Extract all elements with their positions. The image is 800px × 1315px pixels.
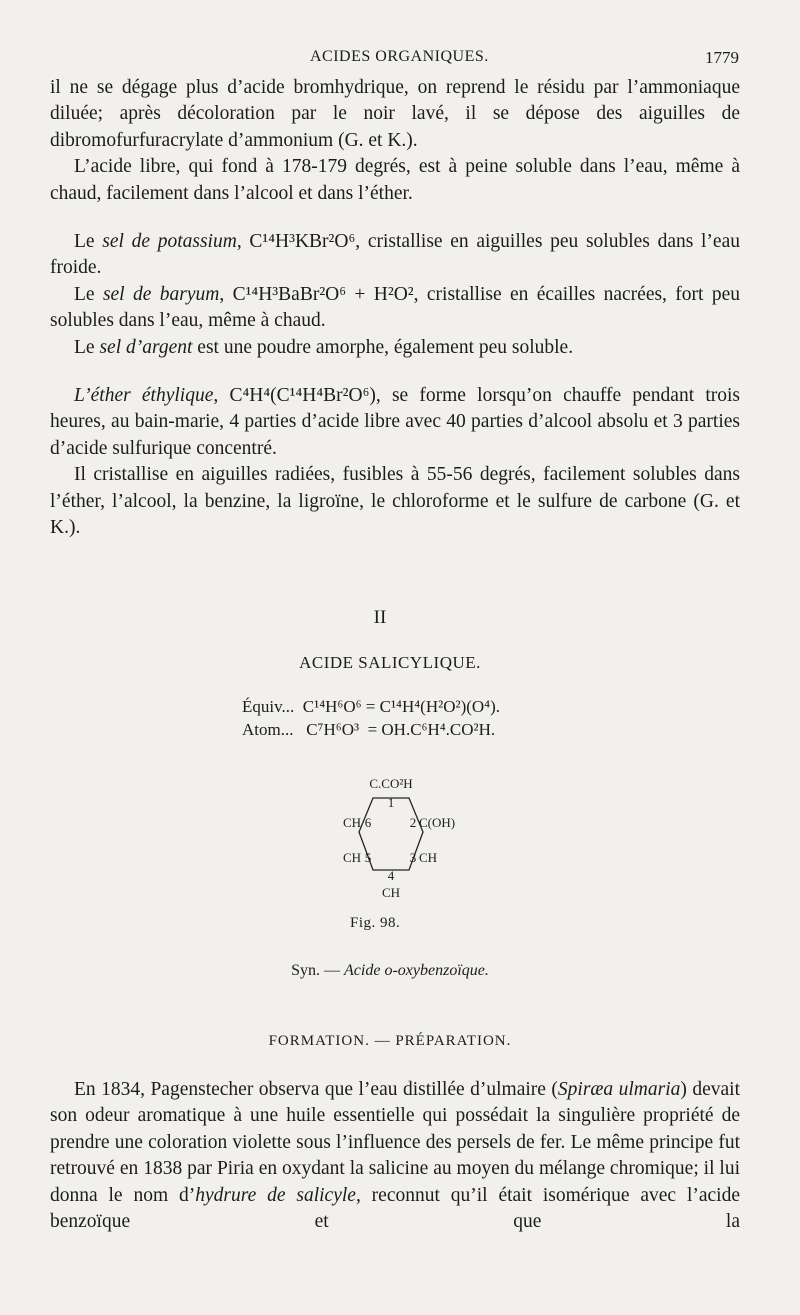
subheading-formation: FORMATION. — PRÉPARATION. <box>268 1033 512 1049</box>
position-1: 1 <box>387 795 395 810</box>
section-title: ACIDE SALICYLIQUE. <box>299 653 481 672</box>
body-text <box>50 75 740 542</box>
paragraph-potassium-salt: Le sel de potassium, C¹⁴H³KBr²O⁶, cristallise en aiguilles peu solubles dans l’eau froide. <box>50 231 740 279</box>
lead-text: Le <box>74 336 100 358</box>
paragraph-free-acid: L’acide libre, qui fond à 178-179 degrés, est à peine soluble dans l’eau, même à chaud, facilement dans l’alcool et dans l’éther. <box>50 156 740 204</box>
benzene-ring-diagram <box>315 770 465 910</box>
atom-label-left-upper: CH <box>342 815 361 830</box>
synonym-prefix: Syn. — <box>291 962 345 979</box>
position-3: 3 <box>409 850 417 865</box>
section-numeral: II <box>373 607 387 628</box>
page-number: 1779 <box>705 48 739 67</box>
closing-text <box>50 1077 740 1235</box>
history-text-c: , reconnut qu’il était isomérique avec l’acide benzoïque et que la <box>50 1184 740 1233</box>
species-name: Spiræa ulmaria <box>557 1079 681 1100</box>
position-4: 4 <box>387 868 395 883</box>
figure-caption: Fig. 98. <box>350 915 401 931</box>
paragraph-history <box>50 1077 740 1235</box>
formula-potassium-salt: C¹⁴H³KBr²O⁶ <box>249 231 356 253</box>
atom-label-right-lower: CH <box>419 850 438 865</box>
history-text-a: En 1834, Pagenstecher observa que l’eau distillée d’ulmaire ( <box>74 1079 558 1100</box>
rest-text: est une poudre amorphe, également peu soluble. <box>192 336 574 358</box>
formula-barium-salt: C¹⁴H³BaBr²O⁶ + H²O² <box>232 283 414 305</box>
paragraph-continuation: il ne se dégage plus d’acide bromhydrique, on reprend le résidu par l’ammoniaque diluée; après décoloration par le noir lavé, il se dépose des aiguilles de dibromofurfuracrylate d’ammonium (G. et K.). <box>50 77 740 151</box>
formula-ethyl-ether: C⁴H⁴(C¹⁴H⁴Br²O⁶) <box>229 385 376 407</box>
atom-label-right-upper: C(OH) <box>419 815 456 830</box>
running-header <box>0 48 800 72</box>
rest-text: , cristallise en aiguilles peu solubles dans l’eau froide. <box>50 231 740 279</box>
term-ethyl-ether: L’éther éthylique <box>74 385 214 407</box>
formula-equivalent: Équiv... C¹⁴H⁶O⁶ = C¹⁴H⁴(H²O²)(O⁴). <box>242 697 501 716</box>
term-potassium-salt: sel de potassium <box>102 231 237 253</box>
paragraph-barium-salt: Le sel de baryum, C¹⁴H³BaBr²O⁶ + H²O², cristallise en écailles nacrées, fort peu solubles dans l’eau, même à chaud. <box>50 283 740 332</box>
lead-text: Le <box>74 283 103 305</box>
position-6: 6 <box>364 815 372 830</box>
synonym-line <box>0 962 780 980</box>
position-5: 5 <box>364 850 372 865</box>
position-2: 2 <box>409 815 417 830</box>
paragraph-crystallisation: Il cristallise en aiguilles radiées, fusibles à 55-56 degrés, facilement solubles dans l’éther, l’alcool, la benzine, la ligroïne, le chloroforme et le sulfure de carbone (G. et K.). <box>50 464 740 539</box>
rest-text: , cristallise en écailles nacrées, fort peu solubles dans l’eau, même à chaud. <box>50 283 740 332</box>
history-text-b: ) devait son odeur aromatique à une huile essentielle qui possédait la singulière propriété de prendre une coloration violette sous l’influence des persels de fer. Le même principe fut retrouvé en 1838 par Piria en oxydant la salicine au moyen du mélange chromique; il lui donna le nom d’ <box>50 1079 740 1206</box>
rest-text: , se forme lorsqu’on chauffe pendant trois heures, au bain-marie, 4 parties d’acide libre avec 40 parties d’alcool absolu et 3 parties d’acide sulfurique concentré. <box>50 385 740 459</box>
term-hydrure: hydrure de salicyle <box>195 1184 356 1206</box>
synonym-name: Acide o-oxybenzoïque. <box>344 962 489 979</box>
running-title: ACIDES ORGANIQUES. <box>310 48 489 65</box>
atom-label-top: C.CO²H <box>369 776 413 791</box>
lead-text: Le <box>74 231 103 253</box>
atom-label-bottom: CH <box>381 885 401 900</box>
paragraph-silver-salt <box>50 335 740 361</box>
paragraph-ethyl-ether: L’éther éthylique, C⁴H⁴(C¹⁴H⁴Br²O⁶), se forme lorsqu’on chauffe pendant trois heures, au bain-marie, 4 parties d’acide libre avec 40 parties d’alcool absolu et 3 parties d’acide sulfurique concentré. <box>50 385 740 459</box>
term-barium-salt: sel de baryum <box>102 283 220 305</box>
atom-label-left-lower: CH <box>342 850 361 865</box>
formula-atomic: Atom... C⁷H⁶O³ = OH.C⁶H⁴.CO²H. <box>242 720 496 739</box>
term-silver-salt: sel d’argent <box>99 336 193 358</box>
